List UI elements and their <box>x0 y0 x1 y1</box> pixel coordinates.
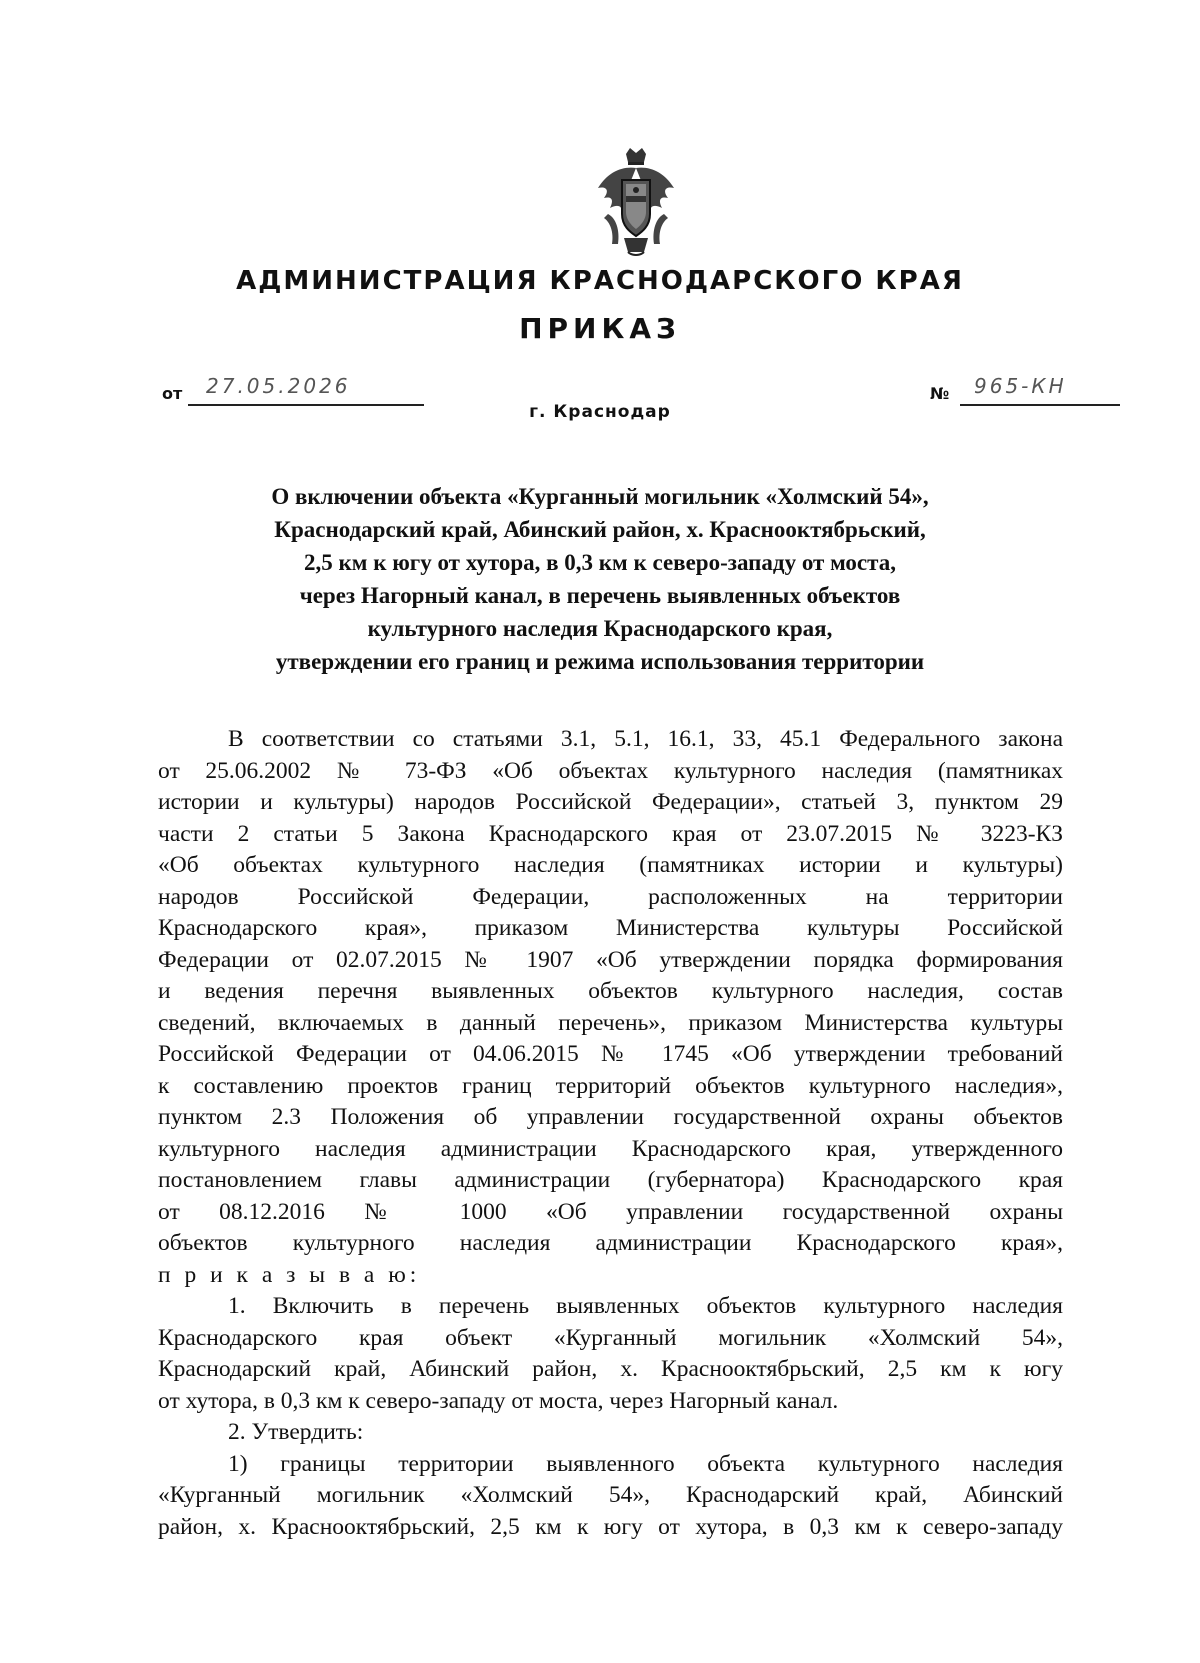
subject-line: 2,5 км к югу от хутора, в 0,3 км к северо-западу от моста, <box>304 550 896 575</box>
body-line: народов Российской Федерации, расположенных на территории <box>158 883 1063 910</box>
body-line: истории и культуры) народов Российской Федерации», статьей 3, пунктом 29 <box>158 789 1063 815</box>
organization-title: АДМИНИСТРАЦИЯ КРАСНОДАРСКОГО КРАЯ <box>236 266 964 296</box>
body-line: район, х. Краснооктябрьский, 2,5 км к югу от хутора, в 0,3 км к северо-западу <box>158 1513 1063 1540</box>
subject-line: Краснодарский край, Абинский район, х. Краснооктябрьский, <box>274 517 926 542</box>
body-line: от 08.12.2016 № 1000 «Об управлении государственной охраны <box>158 1198 1063 1225</box>
number-prefix: № <box>930 384 950 403</box>
body-line: сведений, включаемых в данный перечень», приказом Министерства культуры <box>158 1009 1063 1036</box>
body-line: постановлением главы администрации (губернатора) Краснодарского края <box>158 1167 1063 1193</box>
subject-line: утверждении его границ и режима использования территории <box>275 649 925 674</box>
body-line: 2. Утвердить: <box>228 1419 364 1445</box>
body-line: Федерации от 02.07.2015 № 1907 «Об утверждении порядка формирования <box>158 946 1063 973</box>
date-value: 27.05.2026 <box>206 374 351 398</box>
body-line: Краснодарского края объект «Курганный могильник «Холмский 54», <box>158 1324 1063 1351</box>
subject-line: через Нагорный канал, в перечень выявленных объектов <box>299 583 901 608</box>
body-line: объектов культурного наследия администрации Краснодарского края», <box>158 1230 1063 1256</box>
body-line: от хутора, в 0,3 км к северо-западу от моста, через Нагорный канал. <box>158 1387 839 1414</box>
body-line: от 25.06.2002 № 73-ФЗ «Об объектах культурного наследия (памятниках <box>158 757 1063 784</box>
number-value: 965-КН <box>974 374 1067 398</box>
body-line: и ведения перечня выявленных объектов культурного наследия, состав <box>158 978 1063 1004</box>
order-keyword: п р и к а з ы в а ю: <box>158 1261 421 1288</box>
body-line: «Курганный могильник «Холмский 54», Краснодарский край, Абинский <box>158 1482 1063 1508</box>
subject-line: культурного наследия Краснодарского края, <box>367 616 833 641</box>
coat-of-arms-emblem <box>588 148 684 258</box>
document-subject <box>180 480 1020 678</box>
body-line: «Об объектах культурного наследия (памятниках истории и культуры) <box>158 852 1063 878</box>
body-line: 1. Включить в перечень выявленных объектов культурного наследия <box>228 1293 1063 1319</box>
document-type: ПРИКАЗ <box>519 312 681 345</box>
body-line: пунктом 2.3 Положения об управлении государственной охраны объектов <box>158 1104 1063 1130</box>
date-prefix: от <box>162 384 183 403</box>
body-line: 1) границы территории выявленного объекта культурного наследия <box>228 1450 1063 1477</box>
body-line: к составлению проектов границ территорий объектов культурного наследия», <box>158 1072 1063 1099</box>
body-line: Краснодарского края», приказом Министерства культуры Российской <box>158 915 1063 941</box>
body-line: культурного наследия администрации Краснодарского края, утвержденного <box>158 1135 1063 1162</box>
city-name: г. Краснодар <box>529 402 671 422</box>
body-line: части 2 статьи 5 Закона Краснодарского края от 23.07.2015 № 3223-КЗ <box>158 820 1063 847</box>
body-line: В соответствии со статьями 3.1, 5.1, 16.1, 33, 45.1 Федерального закона <box>228 726 1063 752</box>
body-line: Краснодарский край, Абинский район, х. Краснооктябрьский, 2,5 км к югу <box>158 1356 1063 1382</box>
body-line: Российской Федерации от 04.06.2015 № 1745 «Об утверждении требований <box>158 1041 1063 1067</box>
subject-line: О включении объекта «Курганный могильник «Холмский 54», <box>271 484 929 509</box>
document-body <box>158 724 1063 1543</box>
